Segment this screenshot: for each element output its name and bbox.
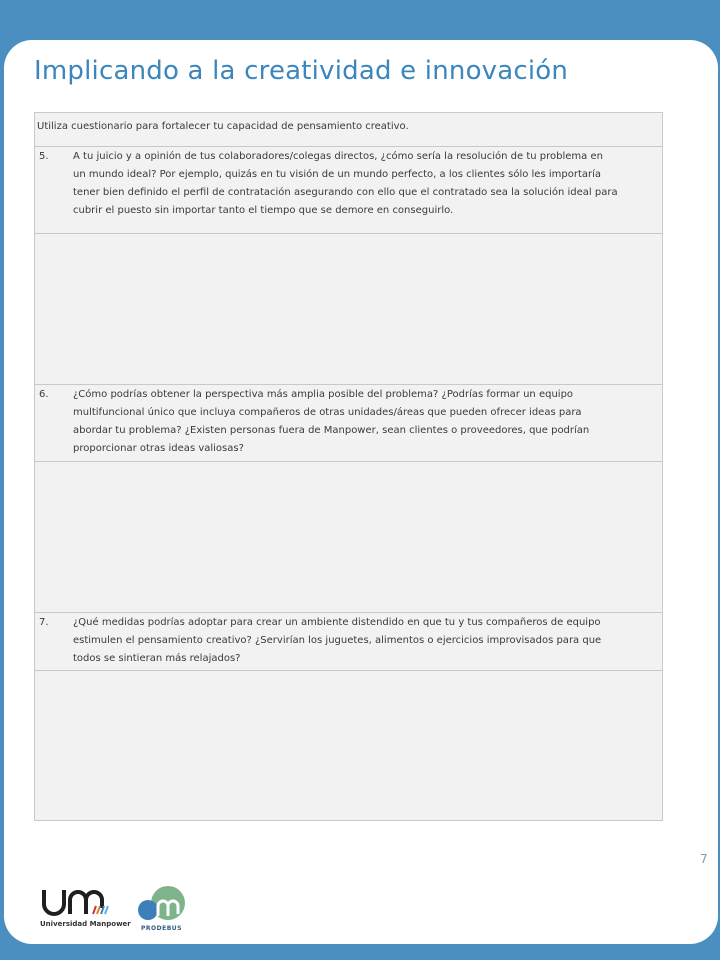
question-text [73,386,657,458]
page-number: 7 [700,852,708,866]
answer-area-6[interactable] [35,462,662,613]
question-text [73,614,657,668]
question-line: ¿Cómo podrías obtener la perspectiva más amplia posible del problema? ¿Podrías formar un equipo [73,389,574,400]
question-line: proporcionar otras ideas valiosas? [73,443,244,454]
logo-right-text: PRODEBUS [141,925,182,932]
logo-left-text: Universidad Manpower [40,920,131,928]
universidad-manpower-logo-icon [38,886,118,920]
question-line: cubrir el puesto sin importar tanto el tiempo que se demore en conseguirlo. [73,205,454,216]
intro-text: Utiliza cuestionario para fortalecer tu capacidad de pensamiento creativo. [37,121,409,132]
question-line: A tu juicio y a opinión de tus colaboradores/colegas directos, ¿cómo sería la resolución de tu problema en [73,151,603,162]
prodebus-logo-icon [134,886,188,926]
question-line: tener bien definido el perfil de contratación asegurando con ello que el contratado sea la solución ideal para [73,187,618,198]
question-row-6 [35,385,662,462]
question-line: estimulen el pensamiento creativo? ¿Servirían los juguetes, alimentos o ejercicios improvisados para que [73,635,602,646]
questionnaire-table [34,112,663,821]
intro-row [35,113,662,147]
question-line: un mundo ideal? Por ejemplo, quizás en tu visión de un mundo perfecto, a los clientes sólo les importaría [73,169,602,180]
question-line: multifuncional único que incluya compañeros de otras unidades/áreas que pueden ofrecer ideas para [73,407,582,418]
question-text [73,148,657,220]
question-line: todos se sintieran más relajados? [73,653,241,664]
question-number: 5. [39,151,49,162]
question-row-5 [35,147,662,234]
question-number: 7. [39,617,49,628]
question-number: 6. [39,389,49,400]
page-title: Implicando a la creatividad e innovación [34,56,569,86]
question-row-7 [35,613,662,671]
answer-area-5[interactable] [35,234,662,385]
question-line: abordar tu problema? ¿Existen personas fuera de Manpower, sean clientes o proveedores, que podrían [73,425,590,436]
question-line: ¿Qué medidas podrías adoptar para crear un ambiente distendido en que tu y tus compañeros de equipo [73,617,601,628]
answer-area-7[interactable] [35,671,662,820]
